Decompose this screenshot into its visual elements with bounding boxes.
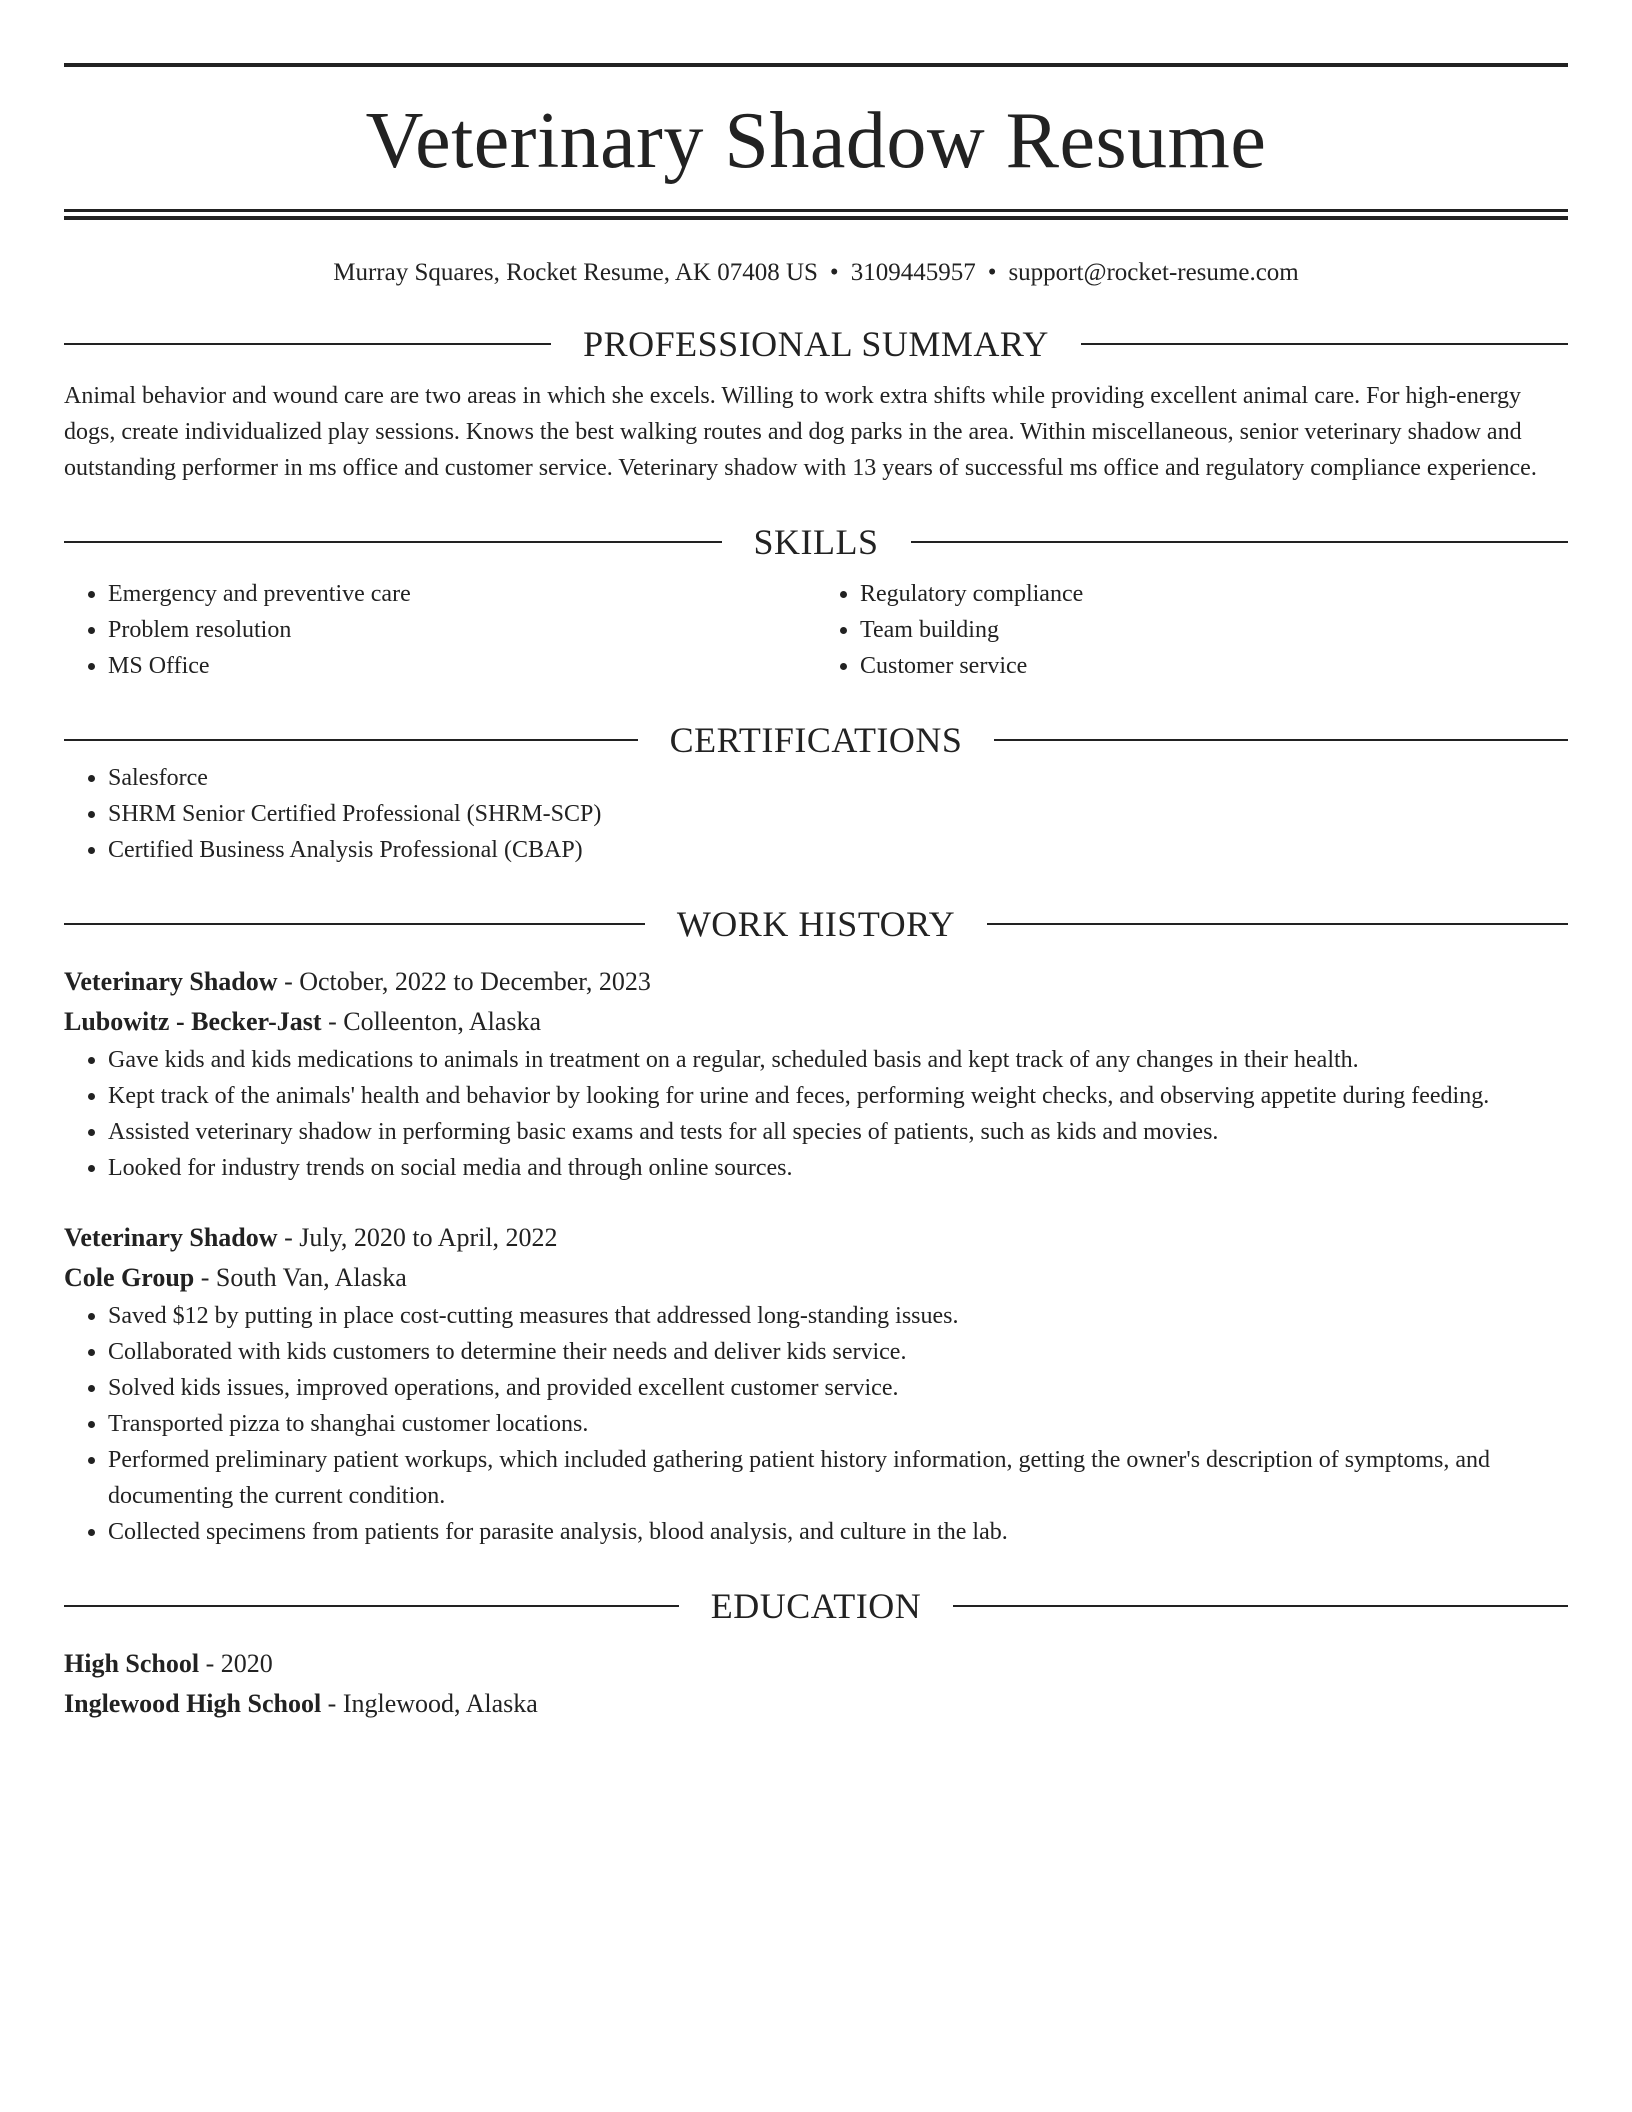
job-duty-item: • Collaborated with kids customers to determine their needs and deliver kids service. <box>108 1334 1568 1370</box>
job-company-line <box>64 1258 1568 1298</box>
skill-item: • Problem resolution <box>108 612 816 648</box>
heading-rule-right <box>994 739 1568 741</box>
work-history-heading-label: WORK HISTORY <box>676 904 956 944</box>
contact-address: Murray Squares, Rocket Resume, AK 07408 US <box>333 259 818 286</box>
job-dates: - October, 2022 to December, 2023 <box>277 967 651 996</box>
job-duty-item: • Collected specimens from patients for parasite analysis, blood analysis, and culture in the lab. <box>108 1514 1568 1550</box>
skills-column-right <box>816 576 1568 684</box>
certification-item: • Certified Business Analysis Professional (CBAP) <box>108 832 1568 868</box>
heading-rule-left <box>64 343 551 345</box>
education-degree: High School <box>64 1649 200 1678</box>
job-duty-item: • Solved kids issues, improved operations, and provided excellent customer service. <box>108 1370 1568 1406</box>
job-title: Veterinary Shadow <box>64 1223 278 1252</box>
education-heading <box>64 1586 1568 1626</box>
skill-item: • Regulatory compliance <box>860 576 1568 612</box>
education-location: - Inglewood, Alaska <box>321 1689 538 1718</box>
certifications-heading-label: CERTIFICATIONS <box>669 720 963 760</box>
certification-item: • Salesforce <box>108 760 1568 796</box>
heading-rule-right <box>953 1605 1568 1607</box>
skill-item: • Team building <box>860 612 1568 648</box>
job-duty-item: • Saved $12 by putting in place cost-cutting measures that addressed long-standing issues. <box>108 1298 1568 1334</box>
heading-rule-right <box>987 923 1568 925</box>
job-title-line <box>64 962 1568 1002</box>
contact-separator: • <box>829 259 839 286</box>
heading-rule-left <box>64 1605 679 1607</box>
job-duty-item: • Assisted veterinary shadow in performing basic exams and tests for all species of patients, such as kids and movies. <box>108 1114 1568 1150</box>
certifications-list <box>64 760 1568 868</box>
job-duty-item: • Looked for industry trends on social media and through online sources. <box>108 1150 1568 1186</box>
contact-line <box>64 258 1568 288</box>
job-entry <box>64 1218 1568 1550</box>
education-year: - 2020 <box>199 1649 273 1678</box>
job-dates: - July, 2020 to April, 2022 <box>277 1223 558 1252</box>
heading-rule-right <box>911 541 1569 543</box>
education-school: Inglewood High School <box>64 1689 322 1718</box>
certifications-heading <box>64 720 1568 760</box>
heading-rule-left <box>64 923 645 925</box>
education-heading-label: EDUCATION <box>710 1586 922 1626</box>
skills-column-left <box>64 576 816 684</box>
summary-text: Animal behavior and wound care are two areas in which she excels. Willing to work extra shifts while providing excellent animal care. For high-energy dogs, create individualized play sessions. Knows the best walking routes and dog parks in the area. Within miscellaneous, senior veterinary shadow and outstanding performer in ms office and customer service. Veterinary shadow with 13 years of successful ms office and regulatory compliance experience. <box>64 383 1537 481</box>
work-history-heading <box>64 904 1568 944</box>
skill-item: • Customer service <box>860 648 1568 684</box>
skills-heading-label: SKILLS <box>753 522 879 562</box>
job-duties <box>64 1042 1568 1186</box>
title-double-rule <box>64 209 1568 220</box>
education-entry <box>64 1644 1568 1724</box>
job-duty-item: • Gave kids and kids medications to animals in treatment on a regular, scheduled basis and kept track of any changes in their health. <box>108 1042 1568 1078</box>
job-title: Veterinary Shadow <box>64 967 278 996</box>
job-title-line <box>64 1218 1568 1258</box>
summary-heading-label: PROFESSIONAL SUMMARY <box>583 324 1049 364</box>
job-location: - South Van, Alaska <box>194 1263 407 1292</box>
heading-rule-left <box>64 739 638 741</box>
heading-rule-left <box>64 541 722 543</box>
heading-rule-right <box>1081 343 1568 345</box>
skills-heading <box>64 522 1568 562</box>
education-degree-line <box>64 1644 1568 1684</box>
summary-heading <box>64 324 1568 364</box>
job-entry <box>64 962 1568 1186</box>
job-company-line <box>64 1002 1568 1042</box>
top-rule <box>64 63 1568 67</box>
contact-separator: • <box>987 259 997 286</box>
job-company: Cole Group <box>64 1263 195 1292</box>
job-duty-item: • Transported pizza to shanghai customer locations. <box>108 1406 1568 1442</box>
certification-item: • SHRM Senior Certified Professional (SHRM-SCP) <box>108 796 1568 832</box>
contact-phone: 3109445957 <box>850 259 976 286</box>
job-duties <box>64 1298 1568 1550</box>
skill-item: • Emergency and preventive care <box>108 576 816 612</box>
skills-list <box>64 576 1568 684</box>
job-company: Lubowitz - Becker-Jast <box>64 1007 322 1036</box>
skill-item: • MS Office <box>108 648 816 684</box>
job-location: - Colleenton, Alaska <box>321 1007 542 1036</box>
job-duty-item: • Kept track of the animals' health and behavior by looking for urine and feces, performing weight checks, and observing appetite during feeding. <box>108 1078 1568 1114</box>
contact-email: support@rocket-resume.com <box>1008 259 1299 286</box>
job-duty-item: • Performed preliminary patient workups, which included gathering patient history information, getting the owner's description of symptoms, and documenting the current condition. <box>108 1442 1568 1514</box>
resume-title: Veterinary Shadow Resume <box>365 97 1267 185</box>
education-school-line <box>64 1684 1568 1724</box>
